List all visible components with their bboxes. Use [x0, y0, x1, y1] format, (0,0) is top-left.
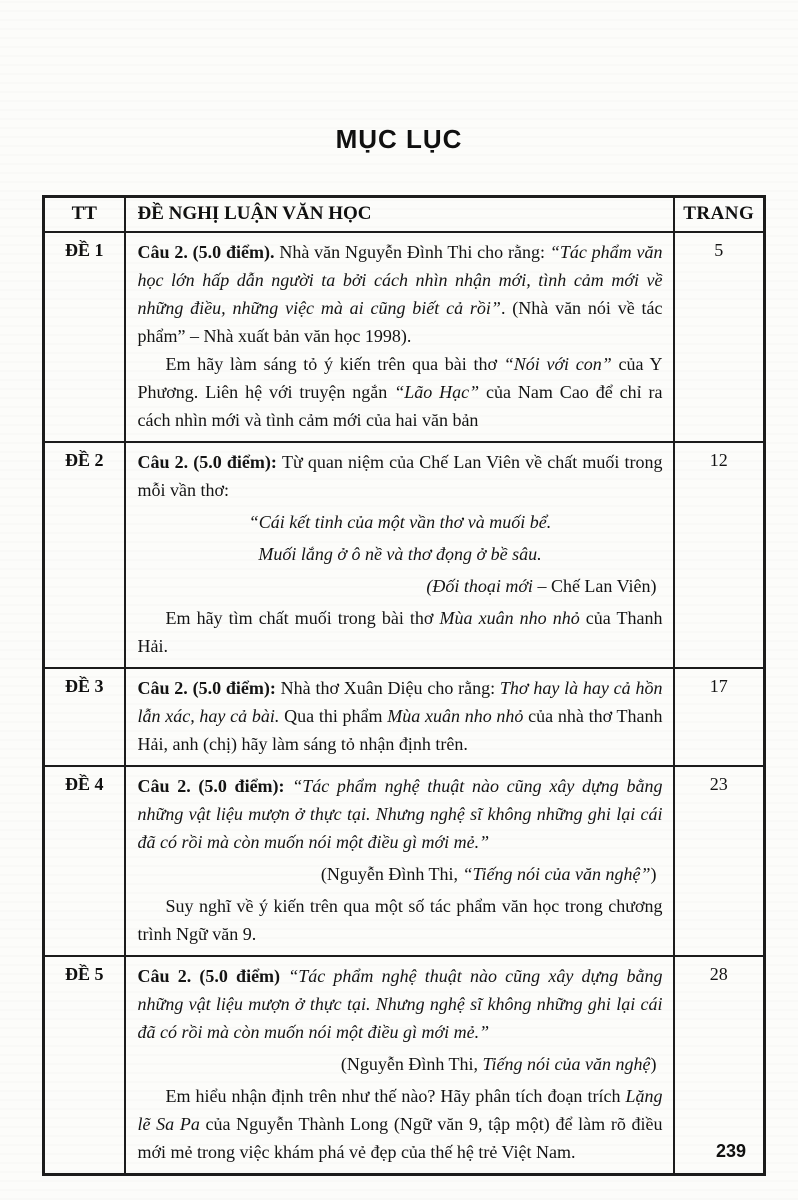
row-page-number: 17	[674, 668, 765, 766]
content-paragraph: Em hãy làm sáng tỏ ý kiến trên qua bài thơ “Nói với con” của Y Phương. Liên hệ với truyện ngắn “Lão Hạc” của Nam Cao để chỉ ra cách nhìn mới và tình cảm mới của hai văn bản	[137, 354, 663, 430]
content-paragraph: Em hãy tìm chất muối trong bài thơ Mùa xuân nho nhỏ của Thanh Hải.	[137, 608, 663, 656]
content-paragraph: Câu 2. (5.0 điểm): “Tác phẩm nghệ thuật nào cũng xây dựng bằng những vật liệu mượn ở thực tại. Nhưng nghệ sĩ không những ghi lại cái đã có rồi mà còn muốn nói một điều gì mới mẻ.”	[137, 776, 663, 852]
row-content	[125, 766, 674, 956]
row-page-number: 28	[674, 956, 765, 1175]
row-label: ĐỀ 3	[44, 668, 125, 766]
header-topic: ĐỀ NGHỊ LUẬN VĂN HỌC	[125, 197, 674, 233]
header-page: TRANG	[674, 197, 765, 233]
content-paragraph: “Cái kết tinh của một vần thơ và muối bể.	[248, 512, 552, 532]
table-row	[44, 668, 765, 766]
content-paragraph: (Nguyễn Đình Thi, Tiếng nói của văn nghệ)	[340, 1054, 657, 1074]
content-paragraph: Muối lắng ở ô nề và thơ đọng ở bề sâu.	[258, 544, 542, 564]
header-row	[44, 197, 765, 233]
table-row	[44, 956, 765, 1175]
row-page-number: 5	[674, 232, 765, 442]
row-label: ĐỀ 5	[44, 956, 125, 1175]
content-paragraph: Suy nghĩ về ý kiến trên qua một số tác phẩm văn học trong chương trình Ngữ văn 9.	[137, 896, 663, 944]
content-paragraph: Câu 2. (5.0 điểm): Từ quan niệm của Chế Lan Viên về chất muối trong mỗi vần thơ:	[137, 452, 663, 500]
content-paragraph: Em hiểu nhận định trên như thế nào? Hãy phân tích đoạn trích Lặng lẽ Sa Pa của Nguyễn Thành Long (Ngữ văn 9, tập một) để làm rõ điều mới mẻ trong việc khám phá vẻ đẹp của thế hệ trẻ Việt Nam.	[137, 1086, 663, 1162]
table-row	[44, 442, 765, 668]
content-paragraph: Câu 2. (5.0 điểm). Nhà văn Nguyễn Đình Thi cho rằng: “Tác phẩm văn học lớn hấp dẫn người ta bởi cách nhìn nhận mới, tình cảm mới về những điều, những việc mà ai cũng biết cả rồi”. (Nhà văn nói về tác phẩm” – Nhà xuất bản văn học 1998).	[137, 242, 663, 346]
row-label: ĐỀ 1	[44, 232, 125, 442]
header-tt: TT	[44, 197, 125, 233]
row-content	[125, 232, 674, 442]
table-row	[44, 232, 765, 442]
row-content	[125, 956, 674, 1175]
row-label: ĐỀ 2	[44, 442, 125, 668]
row-content	[125, 668, 674, 766]
content-paragraph: Câu 2. (5.0 điểm): Nhà thơ Xuân Diệu cho rằng: Thơ hay là hay cả hồn lẫn xác, hay cả bài. Qua thi phẩm Mùa xuân nho nhỏ của nhà thơ Thanh Hải, anh (chị) hãy làm sáng tỏ nhận định trên.	[137, 678, 663, 754]
content-paragraph: (Nguyễn Đình Thi, “Tiếng nói của văn nghệ”)	[320, 864, 657, 884]
row-page-number: 23	[674, 766, 765, 956]
content-paragraph: Câu 2. (5.0 điểm) “Tác phẩm nghệ thuật nào cũng xây dựng bằng những vật liệu mượn ở thực tại. Nhưng nghệ sĩ không những ghi lại cái đã có rồi mà còn muốn nói một điều gì mới mẻ.”	[137, 966, 663, 1042]
toc-table	[42, 195, 766, 1176]
content-paragraph: (Đối thoại mới – Chế Lan Viên)	[426, 576, 657, 596]
page-title: MỤC LỤC	[335, 124, 463, 154]
page-number: 239	[715, 1141, 746, 1161]
row-page-number: 12	[674, 442, 765, 668]
row-content	[125, 442, 674, 668]
row-label: ĐỀ 4	[44, 766, 125, 956]
table-row	[44, 766, 765, 956]
